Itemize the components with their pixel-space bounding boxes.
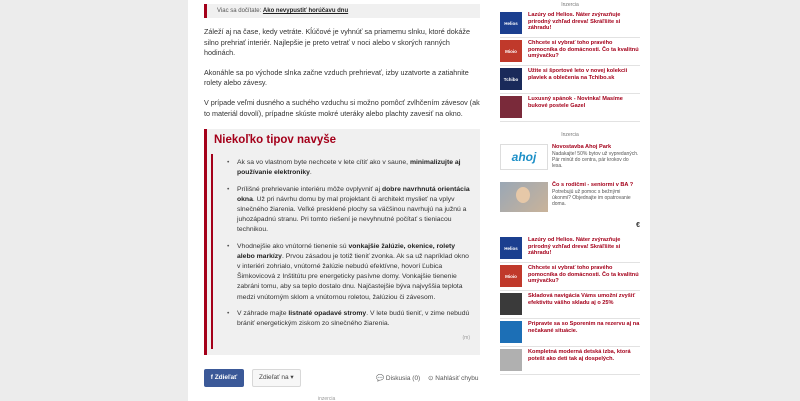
- read-also-label: Viac sa dočítate:: [217, 8, 262, 14]
- discussion-link[interactable]: 💬 Diskusia (0): [376, 375, 421, 383]
- ad-thumbnail: [500, 349, 522, 371]
- ad-text: Pripravte sa so Sporenim na rezervu aj na nečakané situácie.: [528, 321, 640, 334]
- ad-label: Inzercia: [561, 132, 579, 138]
- share-dropdown-button[interactable]: Zdieľať na ▾: [252, 369, 301, 387]
- ad-item[interactable]: [500, 94, 640, 122]
- ad-item[interactable]: [500, 347, 640, 375]
- ad-thumbnail: [500, 96, 522, 118]
- senior-desc: Potrebujú už pomoc s bežnými úkonmi? Objednajte im opatrovanie doma.: [552, 188, 631, 207]
- ad-text: Kompletná moderná detská izba, ktorá potešt ako deti tak aj dospelých.: [528, 349, 631, 362]
- ad-text: Užite si športové leto v novej kolekcii plaviek a oblečenia na Tchibo.sk: [528, 68, 628, 81]
- tip-item: • V záhrade majte listnaté opadavé stromy. V lete budú tieniť, v zime nebudú brániť energetickým ziskom zo slnečného žiarenia.: [225, 309, 470, 329]
- ahoj-ad[interactable]: [500, 144, 640, 170]
- article-paragraph: V prípade veľmi dusného a suchého vzduchu si možno pomôcť zvlhčením závesov (ak to materiál dovolí), prípadne skúste mokré uteráky alebo plachty zavesiť na okno.: [204, 97, 480, 118]
- page: [188, 0, 650, 401]
- article-paragraph: Akonáhle sa po východe slnka začne vzduch prehrievať, izby uzatvorte a zatiahnite rolety alebo závesy.: [204, 67, 469, 88]
- ad-item[interactable]: [500, 263, 640, 291]
- facebook-icon: f: [210, 374, 215, 382]
- ad-item[interactable]: [500, 319, 640, 347]
- tips-box: [204, 129, 480, 355]
- report-error-link[interactable]: ⊙ Nahlásiť chybu: [428, 375, 479, 383]
- senior-title: Čo s rodičmi - seniormi v BA ?: [552, 182, 634, 188]
- ahoj-title: Novostavba Ahoj Park: [552, 144, 612, 150]
- ahoj-desc: Nadakajte! 50% bytov už vypredaných. Pár minút do centra, pár krokov do lesa.: [552, 150, 639, 169]
- article-paragraph: Záleží aj na čase, kedy vetráte. Kĺúčové je vyhnúť sa priamemu slnku, ktoré dokáže silno prehriať interiér. Najlepšie je preto vetrať v noci alebo v skorých ranných hodinách.: [204, 27, 470, 58]
- ad-item[interactable]: [500, 10, 640, 38]
- ad-item[interactable]: [500, 235, 640, 263]
- euro-icon: €: [636, 222, 640, 229]
- sidebar: [500, 0, 640, 375]
- ad-thumbnail: Mioio: [500, 40, 522, 62]
- senior-photo: [500, 182, 548, 212]
- ad-thumbnail: Mioio: [500, 265, 522, 287]
- comment-icon: 💬: [376, 375, 386, 383]
- read-also-link[interactable]: Ako nevypustiť horúčavu dnu: [262, 8, 349, 14]
- tip-item: • Ak sa vo vlastnom byte nechcete v lete cítiť ako v saune, minimalizujte aj používanie elektroniky.: [225, 158, 470, 178]
- ad-thumbnail: [500, 293, 522, 315]
- ad-item[interactable]: [500, 38, 640, 66]
- ad-text: Lazúry od Helios. Náter zvýrazňuje prirodný vzhľad dreva! Skráľšite si záhradu!: [528, 237, 621, 256]
- article-column: [204, 0, 480, 387]
- read-also-box: [204, 4, 480, 18]
- ad-label: Inzercia: [561, 2, 579, 8]
- tip-item: • Prílišné prehrievanie interiéru môže ovplyvniť aj dobre navrhnutá orientácia okna. Už pri návrhu domu by mal projektant či architekt myslieť na vplyv slnečného žiarenia. Veľké presklené plochy sa väčšinou navrhujú na južnú a juhozápadnú stranu. Pri tomto riešení je nevyhnutné počítať s tieniacou technikou.: [225, 185, 470, 236]
- ad-thumbnail: Helios: [500, 237, 522, 259]
- article-actions: [204, 369, 480, 387]
- ad-item[interactable]: [500, 66, 640, 94]
- ad-text: Skladová navigácia Váms umožní zvyšiť efektivitu vášho skladu aj o 25%: [528, 293, 636, 306]
- report-icon: ⊙: [428, 375, 436, 383]
- ad-list: [500, 235, 640, 375]
- ad-thumbnail: [500, 321, 522, 343]
- senior-ad[interactable]: [500, 182, 640, 212]
- tips-source: (m): [462, 335, 470, 342]
- bottom-ad-label: inzercia: [318, 396, 336, 401]
- ad-text: Chhcete si vybrať toho pravého pomocníka do domácnosti. Čo ta kvalitnú umývačku?: [528, 40, 639, 59]
- ad-thumbnail: Helios: [500, 12, 522, 34]
- ad-thumbnail: Tchibo: [500, 68, 522, 90]
- tips-list: [211, 154, 474, 349]
- ad-text: Luxusný spánok - Novinka! Masíme bukové postele Gazel: [528, 96, 623, 109]
- facebook-share-button[interactable]: f Zdieľať: [204, 369, 244, 387]
- ad-item[interactable]: [500, 291, 640, 319]
- tip-item: • Vhodnejšie ako vnútorné tienenie sú vonkajšie žalúzie, okenice, rolety alebo markízy. Prvou zásadou je totiž tieniť zvonka. Ak sa už napríklad okno v interiéri zohrialo, vnútorné žalúzie nebudú efektívne, hovorí Ľubica Šimkovicová z Inštitútu pre energeticky pasívne domy. Vonkajšie tienenie zabráni tomu, aby sa teplo dostalo dnu. Najčastejšie býva najvyššia teplota medzi vnútorným sklom a vnútornou roletou, žalúziou či závesom.: [225, 242, 470, 303]
- ad-text: Chhcete si vybrať toho pravého pomocníka do domácnosti. Čo ta kvalitnú umývačku?: [528, 265, 639, 284]
- ad-text: Lazúry od Helios. Náter zvýrazňuje prirodný vzhľad dreva! Skráľšite si záhradu!: [528, 12, 621, 31]
- ahoj-logo: ahoj: [500, 144, 548, 170]
- ad-list: [500, 10, 640, 122]
- tips-title: Niekoľko tipov navyše: [214, 134, 337, 147]
